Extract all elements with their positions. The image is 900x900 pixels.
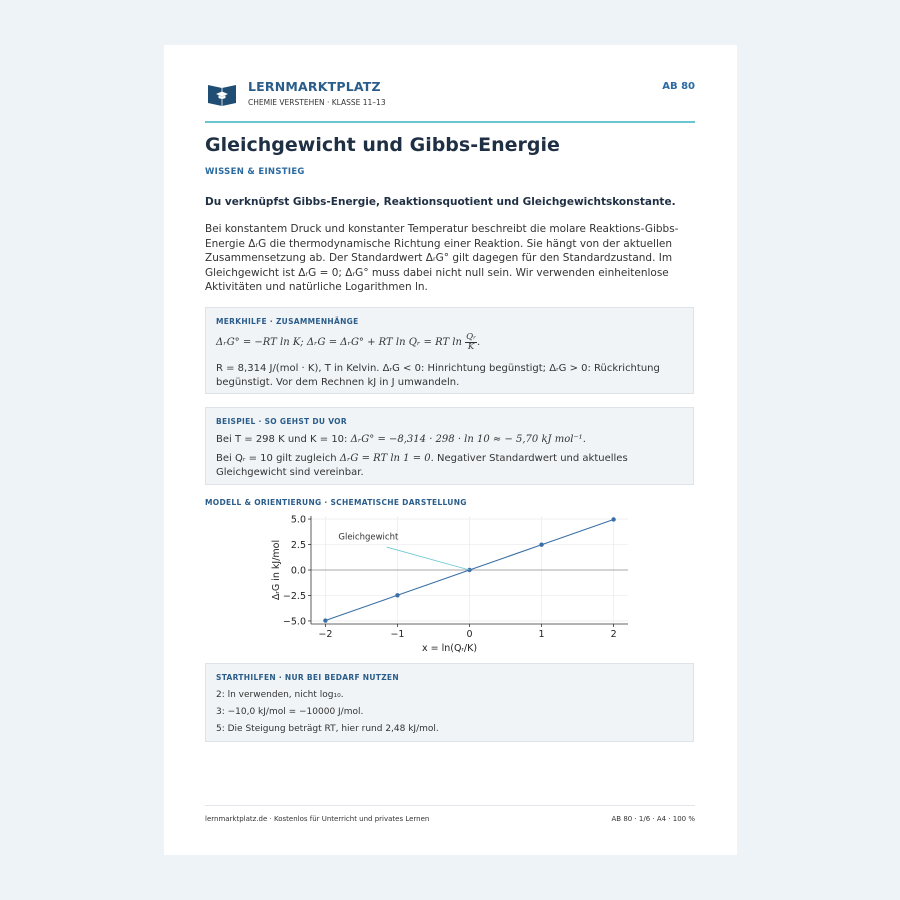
y-tick-label: 0.0 <box>290 565 306 577</box>
merkhilfe-text: R = 8,314 J/(mol · K), T in Kelvin. ΔᵣG < 0: Hinrichtung begünstigt; ΔᵣG > 0: Rückrichtung begünstigt. Vor dem Rechnen kJ in J umwandeln. <box>216 363 660 388</box>
modell-title: MODELL & ORIENTIERUNG · SCHEMATISCHE DARSTELLUNG <box>205 498 467 507</box>
open-book-graduation-cap-icon <box>207 81 237 107</box>
hint-item: 5: Die Steigung beträgt RT, hier rund 2,48 kJ/mol. <box>216 724 439 734</box>
footer-divider <box>205 805 695 806</box>
x-tick-label: 1 <box>538 629 545 640</box>
data-point <box>323 618 327 622</box>
gibbs-energy-chart <box>264 510 644 660</box>
merkhilfe-formula-text: ΔᵣG° = −RT ln K; ΔᵣG = ΔᵣG° + RT ln Qᵣ = RT ln <box>216 337 466 348</box>
hint-item: 2: ln verwenden, nicht log₁₀. <box>216 690 344 700</box>
y-tick-label: 2.5 <box>290 540 306 552</box>
fraction-qr-over-k <box>465 333 477 352</box>
beispiel-box <box>205 407 694 485</box>
fraction-numerator: Qᵣ <box>466 331 477 342</box>
y-axis-label: ΔᵣG in kJ/mol <box>271 539 282 601</box>
section-kicker: WISSEN & EINSTIEG <box>205 167 305 177</box>
beispiel-line-2-suffix: . Negativer Standardwert und aktuelles Gleichgewicht sind vereinbar. <box>216 453 628 478</box>
worksheet-page <box>164 45 737 855</box>
brand-subtitle: CHEMIE VERSTEHEN · KLASSE 11–13 <box>248 98 386 107</box>
annotation-leader <box>387 547 470 570</box>
fraction-denominator: K <box>467 341 475 352</box>
starthilfen-box <box>205 663 694 742</box>
y-tick-label: −5.0 <box>282 616 306 628</box>
beispiel-line-2-math: ΔᵣG = RT ln 1 = 0 <box>339 453 431 464</box>
header-divider <box>205 121 695 123</box>
formula-end: . <box>477 337 481 348</box>
beispiel-line-1-math: ΔᵣG° = −8,314 · 298 · ln 10 ≈ − 5,70 kJ mol⁻¹. <box>350 434 586 445</box>
y-tick-label: −2.5 <box>282 590 306 602</box>
beispiel-title: BEISPIEL · SO GEHST DU VOR <box>216 417 347 426</box>
page-title: Gleichgewicht und Gibbs-Energie <box>205 134 560 156</box>
hint-item: 3: −10,0 kJ/mol = −10000 J/mol. <box>216 707 364 717</box>
beispiel-line-1-prefix: Bei T = 298 K und K = 10: <box>216 434 351 445</box>
merkhilfe-box <box>205 307 694 394</box>
intro-paragraph: Bei konstantem Druck und konstanter Temperatur beschreibt die molare Reaktions-Gibbs-Energie ΔᵣG die thermodynamische Richtung einer Reaktion. Sie hängt von der aktuellen Zusammensetzung ab. Der Standardwert ΔᵣG° gilt dagegen für den Standardzustand. Im Gleichgewicht ist ΔᵣG = 0; ΔᵣG° muss dabei nicht null sein. Wir verwenden einheitenlose Aktivitäten und natürliche Logarithmen ln. <box>205 223 679 294</box>
lead-sentence: Du verknüpfst Gibbs-Energie, Reaktionsquotient und Gleichgewichtskonstante. <box>205 196 676 208</box>
x-axis-label: x = ln(Qᵣ/K) <box>421 643 478 654</box>
sheet-id: AB 80 <box>662 81 695 92</box>
x-tick-label: 0 <box>466 629 473 640</box>
data-point <box>395 593 399 597</box>
beispiel-line-2-prefix: Bei Qᵣ = 10 gilt zugleich <box>216 453 340 464</box>
beispiel-line-1 <box>216 433 684 447</box>
brand-name: LERNMARKTPLATZ <box>248 79 381 94</box>
x-tick-label: −2 <box>318 629 333 640</box>
data-point <box>611 517 615 521</box>
beispiel-line-2 <box>216 452 684 479</box>
annotation-label: Gleichgewicht <box>338 532 399 543</box>
x-tick-label: 2 <box>610 629 617 640</box>
y-tick-label: 5.0 <box>290 514 306 526</box>
data-point <box>539 543 543 547</box>
x-tick-label: −1 <box>390 629 405 640</box>
merkhilfe-formula <box>216 332 684 354</box>
merkhilfe-title: MERKHILFE · ZUSAMMENHÄNGE <box>216 317 359 326</box>
starthilfen-title: STARTHILFEN · NUR BEI BEDARF NUTZEN <box>216 673 399 682</box>
footer-left: lernmarktplatz.de · Kostenlos für Unterricht und privates Lernen <box>205 815 430 823</box>
footer-right: AB 80 · 1/6 · A4 · 100 % <box>611 815 695 823</box>
